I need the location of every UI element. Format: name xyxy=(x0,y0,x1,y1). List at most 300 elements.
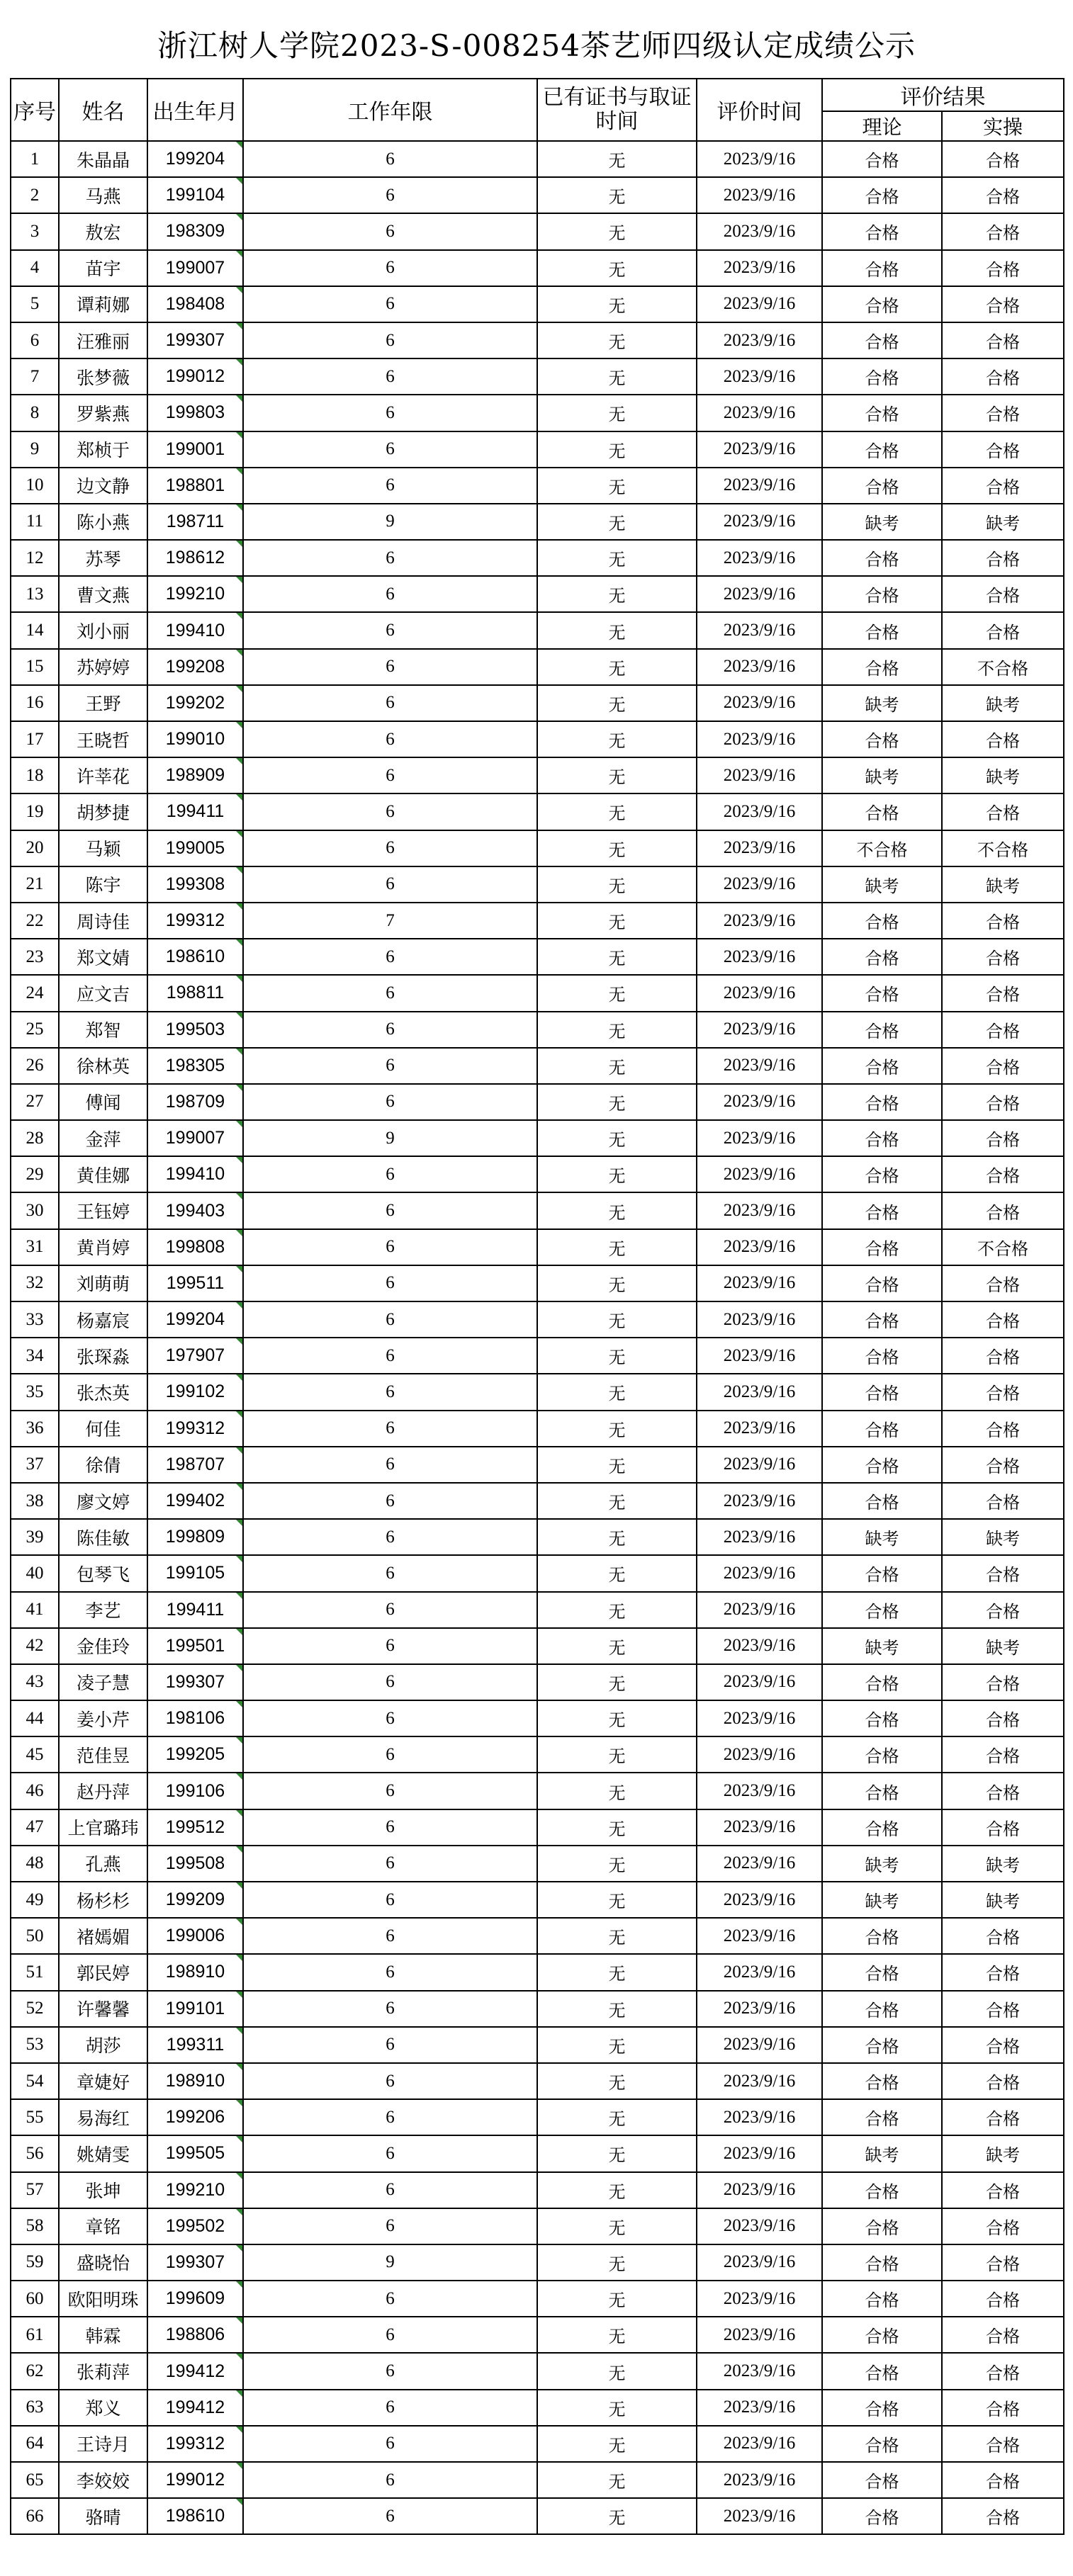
cell-seq: 5 xyxy=(11,286,59,322)
cell-practice: 缺考 xyxy=(942,1846,1064,1882)
cell-theory: 合格 xyxy=(822,2244,942,2281)
cell-cert: 无 xyxy=(537,649,697,685)
cell-years: 6 xyxy=(243,757,537,793)
cell-date: 2023/9/16 xyxy=(697,1374,822,1410)
cell-years: 6 xyxy=(243,1338,537,1374)
table-row xyxy=(11,1374,1064,1410)
cell-cert: 无 xyxy=(537,576,697,612)
cell-cert: 无 xyxy=(537,2353,697,2389)
cell-cert: 无 xyxy=(537,322,697,358)
cell-date: 2023/9/16 xyxy=(697,504,822,540)
cell-practice: 合格 xyxy=(942,975,1064,1011)
cell-years: 6 xyxy=(243,540,537,576)
cell-date: 2023/9/16 xyxy=(697,2135,822,2171)
table-row xyxy=(11,1700,1064,1736)
cell-seq: 19 xyxy=(11,793,59,830)
cell-practice: 合格 xyxy=(942,1048,1064,1084)
cell-date: 2023/9/16 xyxy=(697,1048,822,1084)
cell-seq: 31 xyxy=(11,1229,59,1265)
cell-seq: 60 xyxy=(11,2281,59,2317)
cell-years: 6 xyxy=(243,939,537,975)
table-row xyxy=(11,975,1064,1011)
cell-date: 2023/9/16 xyxy=(697,576,822,612)
cell-practice: 合格 xyxy=(942,358,1064,395)
cell-date: 2023/9/16 xyxy=(697,322,822,358)
cell-birth: 199312 xyxy=(147,903,243,939)
cell-seq: 64 xyxy=(11,2426,59,2462)
header-years: 工作年限 xyxy=(243,79,537,141)
table-row xyxy=(11,2172,1064,2208)
table-row xyxy=(11,322,1064,358)
cell-birth: 197907 xyxy=(147,1338,243,1374)
cell-seq: 34 xyxy=(11,1338,59,1374)
table-row xyxy=(11,2027,1064,2063)
cell-name: 金佳玲 xyxy=(59,1628,147,1664)
cell-seq: 36 xyxy=(11,1411,59,1447)
header-practice: 实操 xyxy=(942,111,1064,141)
cell-theory: 缺考 xyxy=(822,757,942,793)
cell-birth: 199505 xyxy=(147,2135,243,2171)
cell-theory: 合格 xyxy=(822,1374,942,1410)
cell-theory: 合格 xyxy=(822,1301,942,1338)
cell-seq: 40 xyxy=(11,1555,59,1591)
cell-theory: 合格 xyxy=(822,2353,942,2389)
cell-seq: 25 xyxy=(11,1012,59,1048)
cell-name: 朱晶晶 xyxy=(59,141,147,177)
cell-theory: 合格 xyxy=(822,1991,942,2027)
cell-seq: 58 xyxy=(11,2208,59,2244)
cell-theory: 合格 xyxy=(822,1592,942,1628)
table-row xyxy=(11,1338,1064,1374)
table-row xyxy=(11,757,1064,793)
cell-seq: 2 xyxy=(11,177,59,213)
cell-years: 6 xyxy=(243,721,537,757)
cell-years: 6 xyxy=(243,1265,537,1301)
cell-cert: 无 xyxy=(537,1664,697,1700)
cell-name: 廖文婷 xyxy=(59,1483,147,1519)
cell-date: 2023/9/16 xyxy=(697,830,822,866)
table-body xyxy=(11,141,1064,2534)
cell-years: 6 xyxy=(243,1411,537,1447)
cell-cert: 无 xyxy=(537,1048,697,1084)
cell-seq: 53 xyxy=(11,2027,59,2063)
cell-years: 6 xyxy=(243,1012,537,1048)
cell-date: 2023/9/16 xyxy=(697,1338,822,1374)
cell-theory: 合格 xyxy=(822,286,942,322)
cell-practice: 合格 xyxy=(942,2353,1064,2389)
cell-date: 2023/9/16 xyxy=(697,1012,822,1048)
cell-years: 6 xyxy=(243,2099,537,2135)
cell-seq: 3 xyxy=(11,213,59,249)
cell-seq: 47 xyxy=(11,1809,59,1846)
cell-date: 2023/9/16 xyxy=(697,540,822,576)
cell-name: 郑义 xyxy=(59,2390,147,2426)
cell-years: 6 xyxy=(243,1736,537,1773)
cell-name: 张莉萍 xyxy=(59,2353,147,2389)
cell-years: 6 xyxy=(243,1592,537,1628)
table-row xyxy=(11,1664,1064,1700)
table-row xyxy=(11,1736,1064,1773)
cell-birth: 199808 xyxy=(147,1229,243,1265)
cell-name: 金萍 xyxy=(59,1120,147,1156)
cell-date: 2023/9/16 xyxy=(697,2353,822,2389)
cell-name: 郑桢于 xyxy=(59,431,147,468)
cell-theory: 缺考 xyxy=(822,685,942,721)
cell-practice: 合格 xyxy=(942,2027,1064,2063)
table-row xyxy=(11,540,1064,576)
cell-theory: 合格 xyxy=(822,1338,942,1374)
cell-birth: 199412 xyxy=(147,2390,243,2426)
cell-birth: 198610 xyxy=(147,939,243,975)
cell-cert: 无 xyxy=(537,685,697,721)
cell-theory: 合格 xyxy=(822,141,942,177)
cell-date: 2023/9/16 xyxy=(697,1882,822,1918)
cell-birth: 199307 xyxy=(147,2244,243,2281)
cell-practice: 缺考 xyxy=(942,1519,1064,1555)
cell-cert: 无 xyxy=(537,2027,697,2063)
cell-years: 6 xyxy=(243,1809,537,1846)
cell-seq: 35 xyxy=(11,1374,59,1410)
cell-seq: 17 xyxy=(11,721,59,757)
table-row xyxy=(11,431,1064,468)
cell-birth: 199411 xyxy=(147,1592,243,1628)
cell-seq: 37 xyxy=(11,1447,59,1483)
cell-name: 郭民婷 xyxy=(59,1954,147,1990)
cell-seq: 6 xyxy=(11,322,59,358)
cell-years: 6 xyxy=(243,2462,537,2498)
cell-years: 6 xyxy=(243,1048,537,1084)
cell-birth: 198811 xyxy=(147,975,243,1011)
cell-years: 6 xyxy=(243,1156,537,1192)
table-row xyxy=(11,213,1064,249)
cell-seq: 54 xyxy=(11,2063,59,2099)
cell-date: 2023/9/16 xyxy=(697,1192,822,1228)
cell-years: 6 xyxy=(243,395,537,431)
cell-theory: 合格 xyxy=(822,1555,942,1591)
table-row xyxy=(11,1555,1064,1591)
cell-theory: 合格 xyxy=(822,1954,942,1990)
cell-cert: 无 xyxy=(537,141,697,177)
cell-cert: 无 xyxy=(537,2317,697,2353)
table-row xyxy=(11,250,1064,286)
cell-birth: 198910 xyxy=(147,2063,243,2099)
cell-practice: 合格 xyxy=(942,1192,1064,1228)
cell-date: 2023/9/16 xyxy=(697,2390,822,2426)
cell-cert: 无 xyxy=(537,431,697,468)
table-row xyxy=(11,793,1064,830)
cell-date: 2023/9/16 xyxy=(697,2027,822,2063)
cell-theory: 合格 xyxy=(822,2099,942,2135)
cell-theory: 合格 xyxy=(822,1483,942,1519)
cell-cert: 无 xyxy=(537,1447,697,1483)
cell-name: 陈佳敏 xyxy=(59,1519,147,1555)
cell-years: 6 xyxy=(243,1555,537,1591)
cell-name: 徐倩 xyxy=(59,1447,147,1483)
cell-name: 张杰英 xyxy=(59,1374,147,1410)
cell-seq: 21 xyxy=(11,866,59,903)
cell-theory: 合格 xyxy=(822,649,942,685)
cell-theory: 合格 xyxy=(822,2172,942,2208)
cell-date: 2023/9/16 xyxy=(697,757,822,793)
cell-birth: 199012 xyxy=(147,2462,243,2498)
cell-date: 2023/9/16 xyxy=(697,1991,822,2027)
cell-cert: 无 xyxy=(537,1954,697,1990)
cell-date: 2023/9/16 xyxy=(697,468,822,504)
cell-date: 2023/9/16 xyxy=(697,1483,822,1519)
cell-cert: 无 xyxy=(537,395,697,431)
cell-theory: 合格 xyxy=(822,213,942,249)
cell-birth: 199307 xyxy=(147,1664,243,1700)
cell-birth: 199410 xyxy=(147,1156,243,1192)
cell-practice: 缺考 xyxy=(942,2135,1064,2171)
cell-birth: 199512 xyxy=(147,1809,243,1846)
cell-date: 2023/9/16 xyxy=(697,1846,822,1882)
cell-seq: 56 xyxy=(11,2135,59,2171)
cell-cert: 无 xyxy=(537,1156,697,1192)
cell-cert: 无 xyxy=(537,1411,697,1447)
cell-seq: 8 xyxy=(11,395,59,431)
cell-years: 6 xyxy=(243,649,537,685)
cell-cert: 无 xyxy=(537,1555,697,1591)
cell-years: 6 xyxy=(243,2135,537,2171)
cell-years: 6 xyxy=(243,1700,537,1736)
cell-date: 2023/9/16 xyxy=(697,1156,822,1192)
header-cert: 已有证书与取证时间 xyxy=(537,79,697,141)
cell-cert: 无 xyxy=(537,757,697,793)
table-row xyxy=(11,1411,1064,1447)
cell-seq: 51 xyxy=(11,1954,59,1990)
table-row xyxy=(11,358,1064,395)
table-row xyxy=(11,177,1064,213)
cell-years: 6 xyxy=(243,322,537,358)
cell-cert: 无 xyxy=(537,2063,697,2099)
table-row xyxy=(11,2390,1064,2426)
cell-date: 2023/9/16 xyxy=(697,1773,822,1809)
cell-practice: 合格 xyxy=(942,1265,1064,1301)
cell-birth: 198610 xyxy=(147,2498,243,2534)
cell-practice: 合格 xyxy=(942,286,1064,322)
cell-years: 6 xyxy=(243,2426,537,2462)
cell-theory: 合格 xyxy=(822,322,942,358)
cell-birth: 199204 xyxy=(147,1301,243,1338)
cell-theory: 合格 xyxy=(822,250,942,286)
results-table xyxy=(10,78,1064,2535)
cell-birth: 199204 xyxy=(147,141,243,177)
cell-birth: 199403 xyxy=(147,1192,243,1228)
cell-practice: 缺考 xyxy=(942,504,1064,540)
cell-date: 2023/9/16 xyxy=(697,2208,822,2244)
cell-cert: 无 xyxy=(537,213,697,249)
cell-years: 6 xyxy=(243,358,537,395)
cell-seq: 4 xyxy=(11,250,59,286)
cell-practice: 合格 xyxy=(942,576,1064,612)
cell-birth: 198106 xyxy=(147,1700,243,1736)
cell-date: 2023/9/16 xyxy=(697,2462,822,2498)
cell-practice: 合格 xyxy=(942,1084,1064,1120)
cell-years: 6 xyxy=(243,685,537,721)
cell-date: 2023/9/16 xyxy=(697,1555,822,1591)
cell-name: 易海红 xyxy=(59,2099,147,2135)
cell-birth: 198408 xyxy=(147,286,243,322)
cell-name: 许莘花 xyxy=(59,757,147,793)
cell-theory: 合格 xyxy=(822,1156,942,1192)
cell-birth: 198910 xyxy=(147,1954,243,1990)
cell-years: 6 xyxy=(243,1664,537,1700)
cell-theory: 缺考 xyxy=(822,1882,942,1918)
table-row xyxy=(11,1156,1064,1192)
cell-date: 2023/9/16 xyxy=(697,1265,822,1301)
cell-cert: 无 xyxy=(537,866,697,903)
cell-practice: 合格 xyxy=(942,2208,1064,2244)
cell-practice: 合格 xyxy=(942,1592,1064,1628)
table-row xyxy=(11,1483,1064,1519)
cell-practice: 合格 xyxy=(942,213,1064,249)
cell-years: 6 xyxy=(243,2027,537,2063)
cell-date: 2023/9/16 xyxy=(697,649,822,685)
cell-name: 李艺 xyxy=(59,1592,147,1628)
cell-cert: 无 xyxy=(537,2244,697,2281)
cell-theory: 合格 xyxy=(822,1809,942,1846)
table-row xyxy=(11,1192,1064,1228)
table-row xyxy=(11,395,1064,431)
table-row xyxy=(11,2099,1064,2135)
cell-seq: 13 xyxy=(11,576,59,612)
cell-practice: 合格 xyxy=(942,1918,1064,1954)
cell-birth: 198801 xyxy=(147,468,243,504)
table-row xyxy=(11,2281,1064,2317)
cell-date: 2023/9/16 xyxy=(697,1411,822,1447)
cell-practice: 缺考 xyxy=(942,866,1064,903)
cell-name: 张琛淼 xyxy=(59,1338,147,1374)
cell-practice: 合格 xyxy=(942,2426,1064,2462)
cell-birth: 199102 xyxy=(147,1374,243,1410)
cell-theory: 合格 xyxy=(822,2208,942,2244)
cell-birth: 199311 xyxy=(147,2027,243,2063)
cell-seq: 14 xyxy=(11,612,59,648)
cell-seq: 12 xyxy=(11,540,59,576)
cell-date: 2023/9/16 xyxy=(697,975,822,1011)
cell-seq: 22 xyxy=(11,903,59,939)
cell-name: 马燕 xyxy=(59,177,147,213)
cell-theory: 合格 xyxy=(822,2317,942,2353)
cell-cert: 无 xyxy=(537,1374,697,1410)
cell-date: 2023/9/16 xyxy=(697,431,822,468)
cell-practice: 合格 xyxy=(942,250,1064,286)
table-row xyxy=(11,2353,1064,2389)
cell-theory: 合格 xyxy=(822,1447,942,1483)
cell-theory: 合格 xyxy=(822,2281,942,2317)
table-row xyxy=(11,504,1064,540)
cell-practice: 合格 xyxy=(942,1447,1064,1483)
cell-date: 2023/9/16 xyxy=(697,1954,822,1990)
cell-practice: 合格 xyxy=(942,2099,1064,2135)
cell-cert: 无 xyxy=(537,250,697,286)
cell-birth: 198806 xyxy=(147,2317,243,2353)
cell-name: 周诗佳 xyxy=(59,903,147,939)
cell-date: 2023/9/16 xyxy=(697,1736,822,1773)
table-row xyxy=(11,685,1064,721)
cell-name: 苏婷婷 xyxy=(59,649,147,685)
cell-birth: 199005 xyxy=(147,830,243,866)
cell-name: 刘小丽 xyxy=(59,612,147,648)
cell-date: 2023/9/16 xyxy=(697,939,822,975)
cell-name: 杨杉杉 xyxy=(59,1882,147,1918)
cell-seq: 59 xyxy=(11,2244,59,2281)
cell-seq: 66 xyxy=(11,2498,59,2534)
cell-name: 徐林英 xyxy=(59,1048,147,1084)
cell-name: 李姣姣 xyxy=(59,2462,147,2498)
cell-cert: 无 xyxy=(537,1483,697,1519)
cell-years: 6 xyxy=(243,2172,537,2208)
cell-cert: 无 xyxy=(537,1773,697,1809)
cell-birth: 199508 xyxy=(147,1846,243,1882)
cell-theory: 合格 xyxy=(822,903,942,939)
cell-practice: 合格 xyxy=(942,1483,1064,1519)
cell-name: 姚婧雯 xyxy=(59,2135,147,2171)
cell-name: 范佳昱 xyxy=(59,1736,147,1773)
table-row xyxy=(11,612,1064,648)
cell-birth: 199412 xyxy=(147,2353,243,2389)
cell-practice: 合格 xyxy=(942,540,1064,576)
cell-date: 2023/9/16 xyxy=(697,2099,822,2135)
cell-theory: 合格 xyxy=(822,793,942,830)
cell-theory: 合格 xyxy=(822,1700,942,1736)
cell-practice: 不合格 xyxy=(942,649,1064,685)
table-row xyxy=(11,1846,1064,1882)
cell-theory: 合格 xyxy=(822,1120,942,1156)
table-header xyxy=(11,79,1064,141)
cell-seq: 24 xyxy=(11,975,59,1011)
cell-theory: 合格 xyxy=(822,1736,942,1773)
cell-name: 凌子慧 xyxy=(59,1664,147,1700)
cell-practice: 合格 xyxy=(942,1809,1064,1846)
cell-name: 章铭 xyxy=(59,2208,147,2244)
cell-years: 6 xyxy=(243,1882,537,1918)
cell-date: 2023/9/16 xyxy=(697,2244,822,2281)
cell-practice: 合格 xyxy=(942,2498,1064,2534)
cell-birth: 198707 xyxy=(147,1447,243,1483)
cell-seq: 29 xyxy=(11,1156,59,1192)
cell-theory: 合格 xyxy=(822,358,942,395)
table-row xyxy=(11,649,1064,685)
cell-birth: 198309 xyxy=(147,213,243,249)
cell-cert: 无 xyxy=(537,1301,697,1338)
cell-theory: 合格 xyxy=(822,2426,942,2462)
cell-theory: 缺考 xyxy=(822,1628,942,1664)
cell-name: 张坤 xyxy=(59,2172,147,2208)
cell-cert: 无 xyxy=(537,1700,697,1736)
cell-practice: 合格 xyxy=(942,468,1064,504)
cell-practice: 合格 xyxy=(942,1374,1064,1410)
cell-theory: 缺考 xyxy=(822,866,942,903)
table-row xyxy=(11,1809,1064,1846)
cell-practice: 合格 xyxy=(942,2281,1064,2317)
cell-birth: 199007 xyxy=(147,1120,243,1156)
cell-cert: 无 xyxy=(537,975,697,1011)
cell-years: 6 xyxy=(243,286,537,322)
cell-theory: 缺考 xyxy=(822,2135,942,2171)
cell-date: 2023/9/16 xyxy=(697,250,822,286)
header-birth: 出生年月 xyxy=(147,79,243,141)
cell-seq: 52 xyxy=(11,1991,59,2027)
cell-date: 2023/9/16 xyxy=(697,1301,822,1338)
cell-cert: 无 xyxy=(537,2498,697,2534)
table-row xyxy=(11,721,1064,757)
cell-cert: 无 xyxy=(537,177,697,213)
cell-years: 6 xyxy=(243,250,537,286)
cell-name: 上官璐玮 xyxy=(59,1809,147,1846)
cell-cert: 无 xyxy=(537,1846,697,1882)
